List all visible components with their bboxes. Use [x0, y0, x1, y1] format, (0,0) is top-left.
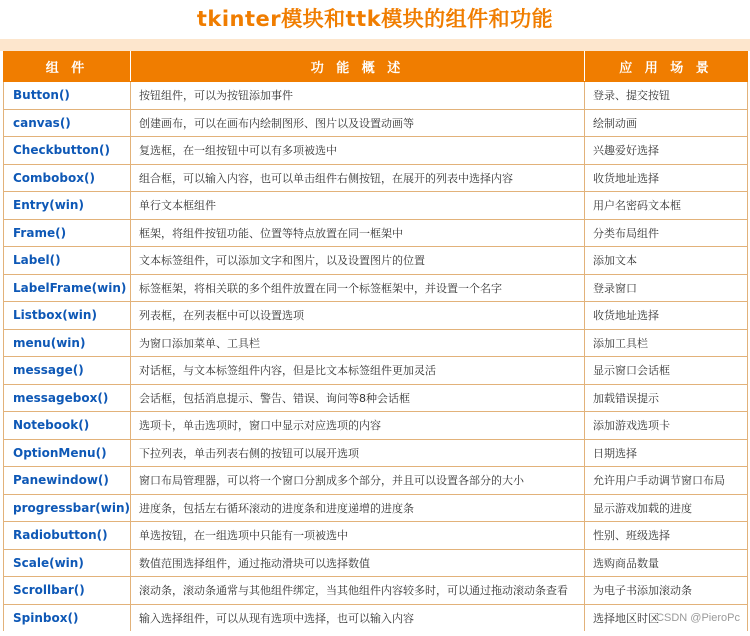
cell-description: 按钮组件，可以为按钮添加事件 [131, 82, 585, 110]
table-row [4, 109, 748, 137]
cell-usage: 选择地区时区 [585, 604, 748, 631]
cell-description: 组合框，可以输入内容，也可以单击组件右侧按钮，在展开的列表中选择内容 [131, 164, 585, 192]
cell-usage: 添加工具栏 [585, 329, 748, 357]
cell-description: 为窗口添加菜单、工具栏 [131, 329, 585, 357]
cell-component: progressbar(win) [4, 494, 131, 522]
cell-component: messagebox() [4, 384, 131, 412]
table-row [4, 604, 748, 631]
cell-description: 窗口布局管理器，可以将一个窗口分割成多个部分，并且可以设置各部分的大小 [131, 467, 585, 495]
cell-component: message() [4, 357, 131, 385]
table-row [4, 137, 748, 165]
watermark: CSDN @PieroPc [656, 612, 740, 624]
table-row [4, 219, 748, 247]
cell-description: 滚动条，滚动条通常与其他组件绑定，当其他组件内容较多时，可以通过拖动滚动条查看 [131, 577, 585, 605]
cell-component: Panewindow() [4, 467, 131, 495]
page-title: tkinter模块和ttk模块的组件和功能 [196, 7, 554, 31]
table-row [4, 577, 748, 605]
cell-usage: 登录窗口 [585, 274, 748, 302]
header-band [0, 39, 750, 51]
table-row [4, 549, 748, 577]
table-row [4, 357, 748, 385]
cell-usage: 登录、提交按钮 [585, 82, 748, 110]
header-usage: 应 用 场 景 [585, 52, 748, 82]
cell-component: Listbox(win) [4, 302, 131, 330]
cell-component: Radiobutton() [4, 522, 131, 550]
cell-component: OptionMenu() [4, 439, 131, 467]
cell-component: Combobox() [4, 164, 131, 192]
cell-description: 复选框，在一组按钮中可以有多项被选中 [131, 137, 585, 165]
table-row [4, 302, 748, 330]
cell-component: Notebook() [4, 412, 131, 440]
cell-usage: 允许用户手动调节窗口布局 [585, 467, 748, 495]
table-row [4, 274, 748, 302]
cell-component: Checkbutton() [4, 137, 131, 165]
cell-description: 创建画布，可以在画布内绘制图形、图片以及设置动画等 [131, 109, 585, 137]
cell-usage: 性别、班级选择 [585, 522, 748, 550]
table-row [4, 384, 748, 412]
cell-component: Entry(win) [4, 192, 131, 220]
cell-description: 标签框架，将相关联的多个组件放置在同一个标签框架中，并设置一个名字 [131, 274, 585, 302]
cell-description: 列表框，在列表框中可以设置选项 [131, 302, 585, 330]
cell-description: 框架，将组件按钮功能、位置等特点放置在同一框架中 [131, 219, 585, 247]
table-row [4, 164, 748, 192]
cell-usage: 用户名密码文本框 [585, 192, 748, 220]
cell-description: 选项卡，单击选项时，窗口中显示对应选项的内容 [131, 412, 585, 440]
cell-component: menu(win) [4, 329, 131, 357]
table-body [4, 82, 748, 632]
cell-usage: 兴趣爱好选择 [585, 137, 748, 165]
cell-usage: 显示窗口会话框 [585, 357, 748, 385]
cell-usage: 绘制动画 [585, 109, 748, 137]
cell-usage: 分类布局组件 [585, 219, 748, 247]
table-row [4, 192, 748, 220]
cell-usage: 为电子书添加滚动条 [585, 577, 748, 605]
cell-description: 文本标签组件，可以添加文字和图片，以及设置图片的位置 [131, 247, 585, 275]
cell-component: Frame() [4, 219, 131, 247]
cell-description: 下拉列表，单击列表右侧的按钮可以展开选项 [131, 439, 585, 467]
table-row [4, 494, 748, 522]
cell-description: 单行文本框组件 [131, 192, 585, 220]
table-header-row [4, 52, 748, 82]
cell-usage: 日期选择 [585, 439, 748, 467]
cell-usage: 添加游戏选项卡 [585, 412, 748, 440]
cell-description: 对话框，与文本标签组件内容，但是比文本标签组件更加灵活 [131, 357, 585, 385]
cell-component: Scale(win) [4, 549, 131, 577]
header-component: 组 件 [4, 52, 131, 82]
cell-component: Button() [4, 82, 131, 110]
table-row [4, 467, 748, 495]
cell-usage: 选购商品数量 [585, 549, 748, 577]
component-table [3, 51, 748, 631]
cell-description: 输入选择组件，可以从现有选项中选择，也可以输入内容 [131, 604, 585, 631]
table-row [4, 82, 748, 110]
cell-component: canvas() [4, 109, 131, 137]
cell-usage: 加载错误提示 [585, 384, 748, 412]
cell-usage: 收货地址选择 [585, 164, 748, 192]
table-row [4, 329, 748, 357]
table-row [4, 522, 748, 550]
table-row [4, 412, 748, 440]
cell-component: Label() [4, 247, 131, 275]
cell-component: Scrollbar() [4, 577, 131, 605]
cell-usage: 添加文本 [585, 247, 748, 275]
cell-description: 数值范围选择组件，通过拖动滑块可以选择数值 [131, 549, 585, 577]
cell-usage: 显示游戏加载的进度 [585, 494, 748, 522]
cell-description: 单选按钮，在一组选项中只能有一项被选中 [131, 522, 585, 550]
cell-component: Spinbox() [4, 604, 131, 631]
table-row [4, 247, 748, 275]
cell-description: 进度条，包括左右循环滚动的进度条和进度递增的进度条 [131, 494, 585, 522]
cell-description: 会话框，包括消息提示、警告、错误、询问等8种会话框 [131, 384, 585, 412]
cell-component: LabelFrame(win) [4, 274, 131, 302]
header-description: 功 能 概 述 [131, 52, 585, 82]
table-row [4, 439, 748, 467]
cell-usage: 收货地址选择 [585, 302, 748, 330]
